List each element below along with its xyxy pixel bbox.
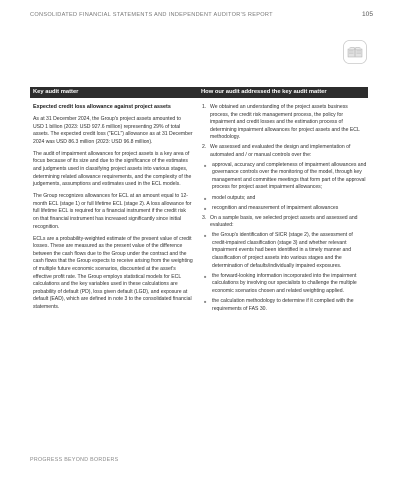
audit-response-header: How our audit addressed the key audit matter — [201, 89, 327, 95]
bullet-icon: ■ — [204, 273, 207, 279]
bullet-item — [202, 162, 367, 192]
page-number: 105 — [362, 11, 374, 18]
bullet-icon: ■ — [204, 233, 207, 239]
audit-step — [202, 215, 367, 230]
bullet-icon: ■ — [204, 299, 207, 305]
kam-paragraph: As at 31 December 2024, the Group's project assets amounted to USD 1 billion (2023: USD 927.6 million) representing 29% of total assets. The expected credit loss ("ECL") allowance as at 31 December 2024 was USD 86.3 million (2023: USD 96.8 million). — [33, 116, 193, 145]
kam-title: Expected credit loss allowance against project assets — [33, 104, 171, 110]
table-header-row — [30, 87, 368, 98]
bullet-icon: ■ — [204, 205, 207, 211]
step-number: 3. — [202, 214, 207, 221]
bullet-item — [202, 205, 367, 213]
step-text: We obtained an understanding of the project assets business process, the credit risk management process, the policy for impairment and credit losses and the estimation process of determining impairment allowances for project assets and the ECL methodology. — [210, 104, 360, 141]
bullet-text: the Group's identification of SICR (stage 2), the assessment of credit-impaired classification (stage 3) and whether relevant impairment events had been identified in a timely manner and classification of project assets into various stages and the determination of defaults/individually impaired exposures. — [212, 232, 353, 269]
key-audit-matter-header: Key audit matter — [33, 89, 79, 95]
bullet-text: the calculation methodology to determine if it complied with the requirements of FAS 30. — [212, 298, 354, 312]
kam-paragraph: ECLs are a probability-weighted estimate of the present value of credit losses. These are measured as the present value of the difference between the cash flows due to the Group under the contract and the cash flows that the Group expects to receive arising from the weighting of multiple future economic scenarios, discounted at the asset's effective profit rate. The Group employs statistical models for ECL calculations and the key variables used in these calculations are probability of default (PD), loss given default (LGD), and exposure at default (EAD), which are defined in note 3 to the consolidated financial statements. — [33, 235, 193, 310]
bullet-text: model outputs; and — [212, 194, 256, 201]
audit-step — [202, 104, 367, 142]
report-header-title: CONSOLIDATED FINANCIAL STATEMENTS AND INDEPENDENT AUDITOR'S REPORT — [30, 12, 273, 18]
bullet-item — [202, 298, 367, 313]
book-icon — [343, 40, 367, 64]
key-audit-matter-table — [30, 87, 368, 316]
footer-tagline: PROGRESS BEYOND BORDERS — [30, 457, 119, 463]
step-text: We assessed and evaluated the design and implementation of automated and / or manual controls over the: — [210, 144, 351, 158]
step-number: 2. — [202, 144, 207, 151]
bullet-text: recognition and measurement of impairment allowances — [212, 204, 339, 211]
audit-step — [202, 144, 367, 159]
key-audit-matter-column — [30, 98, 197, 316]
bullet-icon: ■ — [204, 162, 207, 168]
bullet-item — [202, 195, 367, 203]
audit-response-column — [197, 98, 367, 316]
bullet-item — [202, 273, 367, 296]
bullet-text: approval, accuracy and completeness of impairment allowances and governance controls over the monitoring of the model, through key management and committee meetings that form part of the approval process for project asset impairment allowances; — [212, 161, 367, 191]
bullet-text: the forward-looking information incorporated into the impairment calculations by involving our specialists to challenge the multiple economic scenarios chosen and related weighting applied. — [212, 272, 357, 294]
kam-paragraph: The Group recognizes allowances for ECL at an amount equal to 12-month ECL (stage 1) or full lifetime ECL (stage 2). A loss allowance for full lifetime ECL is required for a financial instrument if the credit risk on that financial instrument has increased significantly since initial recognition. — [33, 193, 192, 230]
step-number: 1. — [202, 104, 207, 110]
bullet-item — [202, 232, 367, 270]
bullet-icon: ■ — [204, 195, 207, 201]
step-text: On a sample basis, we selected project assets and assessed and evaluated: — [210, 214, 358, 229]
kam-paragraph: The audit of impairment allowances for project assets is a key area of focus because of its size and due to the significance of the estimates and judgments used in classifying project assets into various stages, determining related allowance requirements, and the complexity of the judgements, assumptions and estimates used in the ECL models. — [33, 150, 192, 188]
